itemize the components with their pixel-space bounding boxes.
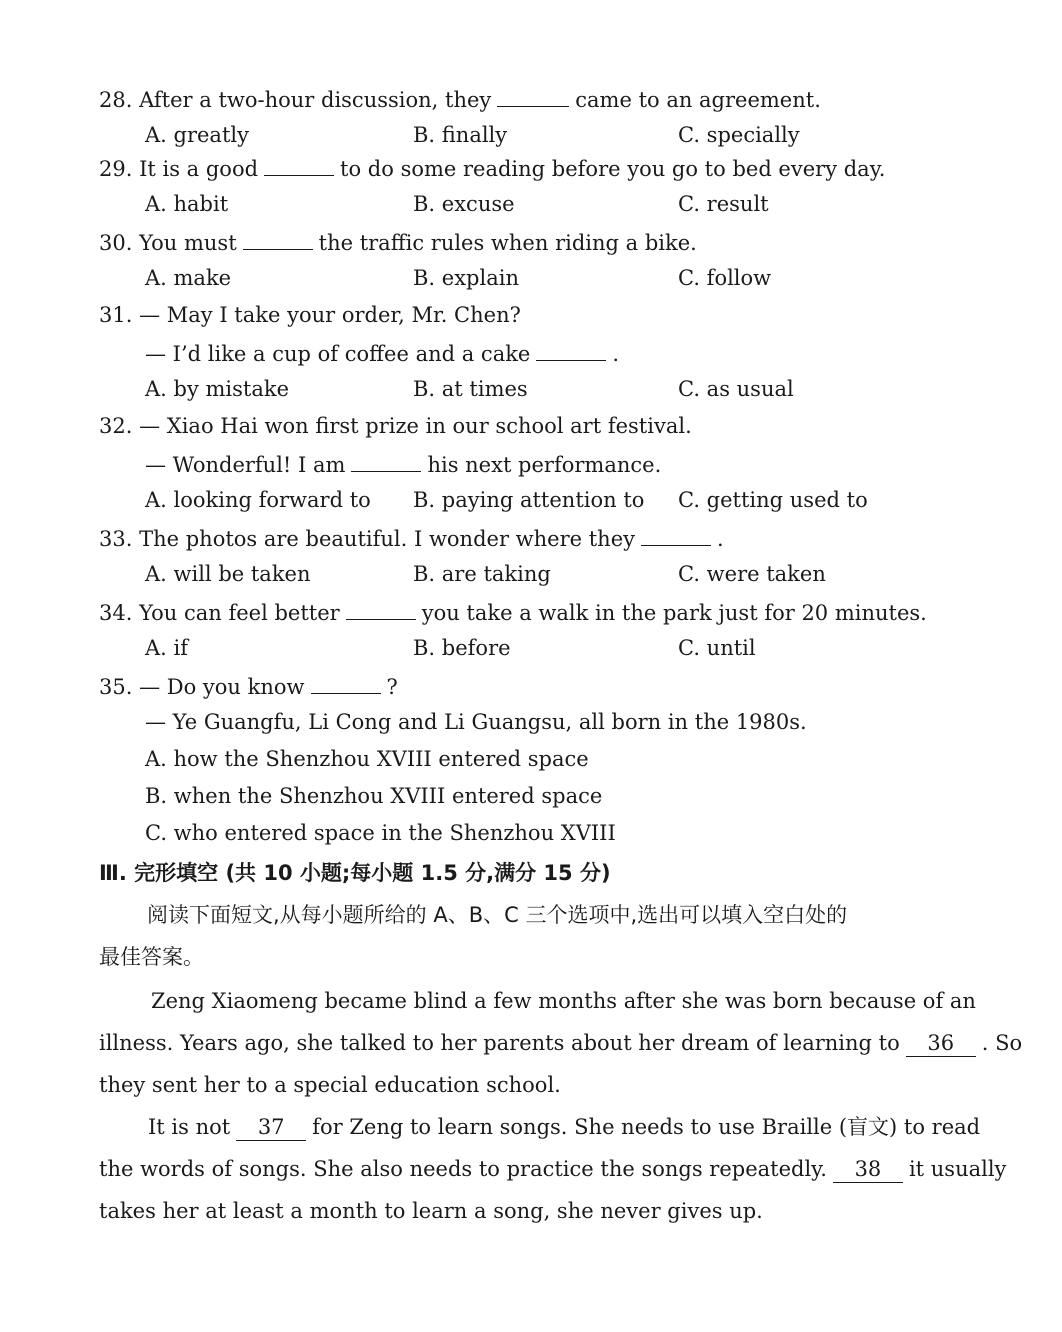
stem-text: his next performance. (427, 453, 662, 477)
stem-text: You must (139, 231, 237, 255)
question-number: 28. (99, 88, 133, 112)
option-a: A. how the Shenzhou XVIII entered space (145, 747, 589, 771)
stem-text: The photos are beautiful. I wonder where they (139, 527, 635, 551)
passage-text: illness. Years ago, she talked to her parents about her dream of learning to (99, 1031, 900, 1055)
option-b: B. when the Shenzhou XVIII entered space (145, 784, 603, 808)
passage-line (99, 1155, 1007, 1183)
question-30-stem (99, 227, 697, 257)
answer-blank (264, 153, 334, 176)
question-number: 35. (99, 675, 133, 699)
stem-text: You can feel better (139, 601, 340, 625)
dialogue-line: — Ye Guangfu, Li Cong and Li Guangsu, all born in the 1980s. (145, 710, 807, 734)
question-35-stem (99, 671, 398, 701)
dialogue-line: — I’d like a cup of coffee and a cake (145, 342, 531, 366)
passage-text: . So (981, 1031, 1023, 1055)
option-c: C. were taken (678, 562, 826, 586)
option-a: A. will be taken (145, 562, 311, 586)
option-b: B. finally (413, 123, 508, 147)
dialogue-line: — Wonderful! I am (145, 453, 346, 477)
stem-text: . (612, 342, 620, 366)
passage-text: for Zeng to learn songs. She needs to use Braille (盲文) to read (312, 1115, 981, 1139)
option-a: A. by mistake (145, 377, 290, 401)
option-b: B. are taking (413, 562, 551, 586)
option-c: C. result (678, 192, 769, 216)
option-c: C. specially (678, 123, 800, 147)
question-number: 33. (99, 527, 133, 551)
stem-text: the traffic rules when riding a bike. (318, 231, 697, 255)
option-c: C. until (678, 636, 756, 660)
question-31-stem (99, 301, 521, 329)
answer-blank (351, 449, 421, 472)
stem-text: came to an agreement. (575, 88, 821, 112)
option-c: C. as usual (678, 377, 794, 401)
option-b: B. before (413, 636, 511, 660)
section-instruction: 阅读下面短文,从每小题所给的 A、B、C 三个选项中,选出可以填入空白处的 (147, 903, 848, 927)
passage-text: it usually (908, 1157, 1007, 1181)
question-29-stem (99, 153, 885, 183)
question-number: 30. (99, 231, 133, 255)
option-c: C. follow (678, 266, 772, 290)
section-instruction: 最佳答案。 (99, 945, 204, 969)
question-31-reply (145, 338, 619, 368)
stem-text: ? (386, 675, 398, 699)
option-c: C. who entered space in the Shenzhou XVIII (145, 821, 616, 845)
answer-blank (311, 671, 381, 694)
stem-text: It is a good (139, 157, 259, 181)
question-32-stem (99, 412, 692, 440)
passage-line: Zeng Xiaomeng became blind a few months after she was born because of an (151, 989, 976, 1013)
passage-line: takes her at least a month to learn a song, she never gives up. (99, 1199, 763, 1223)
option-a: A. if (145, 636, 189, 660)
option-b: B. excuse (413, 192, 515, 216)
option-a: A. make (145, 266, 232, 290)
question-32-reply (145, 449, 661, 479)
dialogue-line: — Xiao Hai won first prize in our school art festival. (139, 414, 692, 438)
option-a: A. looking forward to (145, 488, 371, 512)
answer-blank (641, 523, 711, 546)
question-number: 32. (99, 414, 133, 438)
passage-text: It is not (148, 1115, 231, 1139)
question-number: 34. (99, 601, 133, 625)
question-33-stem (99, 523, 724, 553)
option-a: A. greatly (145, 123, 249, 147)
passage-line (99, 1029, 1023, 1057)
question-number: 31. (99, 303, 133, 327)
stem-text: After a two-hour discussion, they (139, 88, 492, 112)
passage-text: the words of songs. She also needs to practice the songs repeatedly. (99, 1157, 827, 1181)
question-28-stem (99, 84, 821, 114)
stem-text: you take a walk in the park just for 20 minutes. (421, 601, 927, 625)
answer-blank (243, 227, 313, 250)
passage-line: they sent her to a special education school. (99, 1073, 561, 1097)
blank-38: 38 (833, 1156, 903, 1183)
question-number: 29. (99, 157, 133, 181)
option-c: C. getting used to (678, 488, 868, 512)
option-b: B. explain (413, 266, 519, 290)
stem-text: to do some reading before you go to bed every day. (340, 157, 886, 181)
answer-blank (497, 84, 569, 107)
dialogue-line: — May I take your order, Mr. Chen? (139, 303, 521, 327)
option-a: A. habit (145, 192, 229, 216)
passage-line (148, 1113, 981, 1141)
stem-text: . (717, 527, 724, 551)
option-b: B. at times (413, 377, 528, 401)
section-heading: Ⅲ. 完形填空 (共 10 小题;每小题 1.5 分,满分 15 分) (99, 861, 611, 885)
blank-36: 36 (906, 1030, 976, 1057)
question-34-stem (99, 597, 927, 627)
dialogue-line: — Do you know (139, 675, 305, 699)
option-b: B. paying attention to (413, 488, 645, 512)
answer-blank (536, 338, 606, 361)
answer-blank (346, 597, 416, 620)
blank-37: 37 (236, 1114, 306, 1141)
